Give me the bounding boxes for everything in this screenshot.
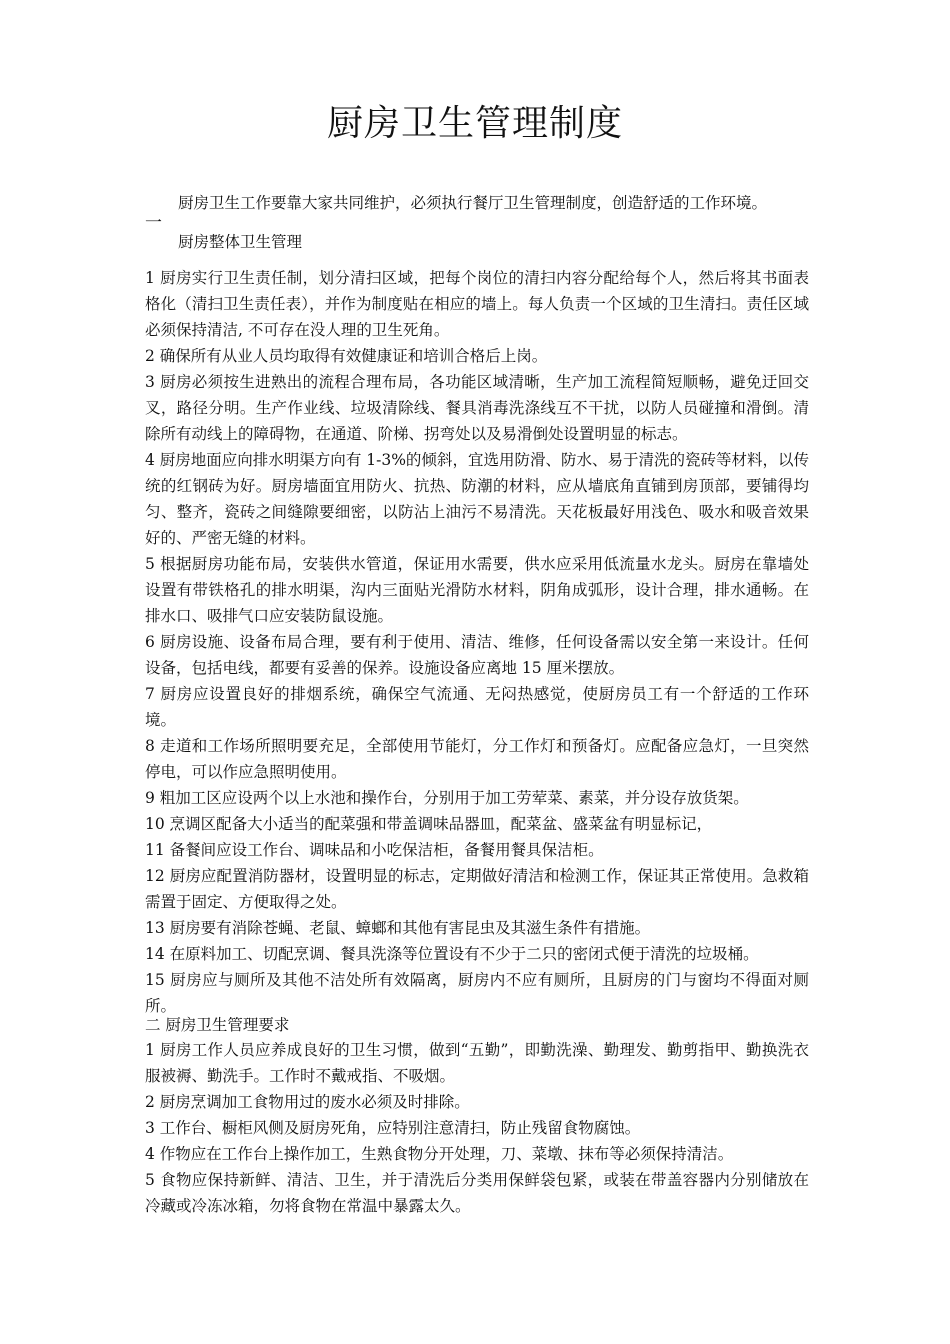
list-item: 14 在原料加工、切配烹调、餐具洗涤等位置设有不少于二只的密闭式便于清洗的垃圾桶。 bbox=[145, 945, 759, 963]
section2-heading: 二 厨房卫生管理要求 bbox=[145, 1016, 290, 1034]
section1-number: 一 bbox=[145, 213, 162, 233]
section1-heading: 厨房整体卫生管理 bbox=[178, 233, 303, 251]
list-item: 4 厨房地面应向排水明渠方向有 1-3%的倾斜，宜选用防滑、防水、易于清洗的瓷砖等材料，以传统的红钢砖为好。厨房墙面宜用防火、抗热、防潮的材料，应从墙底角直铺到房顶部，要铺得均匀、整齐，瓷砖之间缝隙要细密，以防沾上油污不易清洗。天花板最好用浅色、吸水和吸音效果好的、严密无缝的材料。 bbox=[145, 451, 809, 547]
list-item: 9 粗加工区应设两个以上水池和操作台，分别用于加工劳荤菜、素菜，并分设存放货架。 bbox=[145, 789, 749, 807]
list-item: 7 厨房应设置良好的排烟系统，确保空气流通、无闷热感觉，使厨房员工有一个舒适的工作环境。 bbox=[145, 685, 809, 729]
list-item: 5 根据厨房功能布局，安装供水管道，保证用水需要，供水应采用低流量水龙头。厨房在靠墙处设置有带铁格孔的排水明渠，沟内三面贴光滑防水材料，阴角成弧形，设计合理，排水通畅。在排水口、吸排气口应安装防鼠设施。 bbox=[145, 555, 809, 625]
section1-list bbox=[145, 265, 809, 1019]
list-item: 1 厨房工作人员应养成良好的卫生习惯，做到“五勤”，即勤洗澡、勤理发、勤剪指甲、勤换洗衣服被褥、勤洗手。工作时不戴戒指、不吸烟。 bbox=[145, 1041, 809, 1085]
list-item: 5 食物应保持新鲜、清洁、卫生，并于清洗后分类用保鲜袋包紧，或装在带盖容器内分别储放在冷藏或冷冻冰箱，勿将食物在常温中暴露太久。 bbox=[145, 1171, 809, 1215]
list-item: 8 走道和工作场所照明要充足，全部使用节能灯，分工作灯和预备灯。应配备应急灯，一旦突然停电，可以作应急照明使用。 bbox=[145, 737, 809, 781]
list-item: 13 厨房要有消除苍蝇、老鼠、蟑螂和其他有害昆虫及其滋生条件有措施。 bbox=[145, 919, 651, 937]
section2-list bbox=[145, 1037, 809, 1219]
list-item: 2 确保所有从业人员均取得有效健康证和培训合格后上岗。 bbox=[145, 347, 548, 365]
list-item: 12 厨房应配置消防器材，设置明显的标志，定期做好清洁和检测工作，保证其正常使用。急救箱需置于固定、方便取得之处。 bbox=[145, 867, 809, 911]
list-item: 3 厨房必须按生进熟出的流程合理布局，各功能区域清晰，生产加工流程简短顺畅，避免迂回交叉，路径分明。生产作业线、垃圾清除线、餐具消毒洗涤线互不干扰，以防人员碰撞和滑倒。清除所有动线上的障碍物，在通道、阶梯、拐弯处以及易滑倒处设置明显的标志。 bbox=[145, 373, 809, 443]
list-item: 6 厨房设施、设备布局合理，要有利于使用、清洁、维修，任何设备需以安全第一来设计。任何设备，包括电线，都要有妥善的保养。设施设备应离地 15 厘米摆放。 bbox=[145, 633, 809, 677]
list-item: 2 厨房烹调加工食物用过的废水必须及时排除。 bbox=[145, 1093, 470, 1111]
list-item: 15 厨房应与厕所及其他不洁处所有效隔离，厨房内不应有厕所，且厨房的门与窗均不得面对厕所。 bbox=[145, 971, 809, 1015]
intro-paragraph: 厨房卫生工作要靠大家共同维护，必须执行餐厅卫生管理制度，创造舒适的工作环境。 bbox=[178, 194, 768, 212]
list-item: 4 作物应在工作台上操作加工，生熟食物分开处理，刀、菜墩、抹布等必须保持清洁。 bbox=[145, 1145, 734, 1163]
page-title: 厨房卫生管理制度 bbox=[326, 103, 623, 144]
list-item: 10 烹调区配备大小适当的配菜强和带盖调味品器皿，配菜盆、盛菜盆有明显标记， bbox=[145, 815, 713, 833]
list-item: 3 工作台、橱柜风侧及厨房死角，应特别注意清扫，防止残留食物腐蚀。 bbox=[145, 1119, 641, 1137]
list-item: 1 厨房实行卫生责任制，划分清扫区域，把每个岗位的清扫内容分配给每个人，然后将其书面表格化（清扫卫生责任表），并作为制度贴在相应的墙上。每人负责一个区域的卫生清扫。责任区域必须保持清洁, 不可存在没人理的卫生死角。 bbox=[145, 269, 809, 339]
list-item: 11 备餐间应设工作台、调味品和小吃保洁柜，备餐用餐具保洁柜。 bbox=[145, 841, 604, 859]
